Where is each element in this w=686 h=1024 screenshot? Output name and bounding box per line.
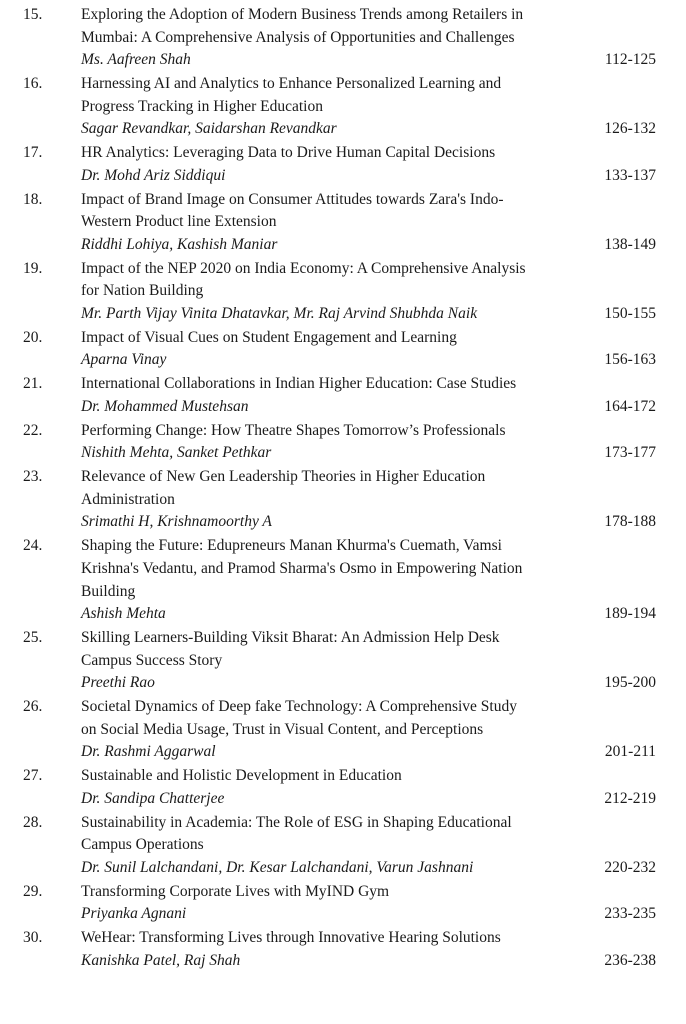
entry-number: 17. — [23, 144, 43, 162]
entry-title-line: Progress Tracking in Higher Education — [81, 97, 323, 115]
toc-entry — [0, 73, 686, 142]
entry-page-range: 150-155 — [604, 304, 656, 322]
entry-number: 23. — [23, 468, 43, 486]
entry-authors: Sagar Revandkar, Saidarshan Revandkar — [81, 120, 337, 138]
entry-body — [81, 927, 581, 972]
entry-title-line: Societal Dynamics of Deep fake Technology: A Comprehensive Study — [81, 698, 517, 716]
entry-page-range: 133-137 — [604, 166, 656, 184]
entry-number: 28. — [23, 813, 43, 831]
entry-body — [81, 327, 581, 372]
entry-page-range: 220-232 — [604, 858, 656, 876]
entry-title-line: Campus Success Story — [81, 651, 223, 669]
toc-entry — [0, 696, 686, 765]
entry-number: 22. — [23, 421, 43, 439]
entry-page-range: 138-149 — [604, 235, 656, 253]
entry-number: 27. — [23, 767, 43, 785]
entry-authors: Dr. Sandipa Chatterjee — [81, 789, 225, 807]
entry-title-line: Krishna's Vedantu, and Pramod Sharma's Osmo in Empowering Nation — [81, 559, 523, 577]
entry-number: 15. — [23, 6, 43, 23]
entry-authors: Nishith Mehta, Sanket Pethkar — [81, 444, 272, 462]
entry-title-line: International Collaborations in Indian Higher Education: Case Studies — [81, 375, 517, 393]
entry-number: 16. — [23, 75, 43, 93]
entry-page-range: 173-177 — [604, 444, 656, 462]
toc-entry — [0, 812, 686, 881]
entry-number: 21. — [23, 375, 43, 393]
entry-title-line: Administration — [81, 490, 175, 508]
entry-body — [81, 373, 581, 418]
entry-title-line: Transforming Corporate Lives with MyIND Gym — [81, 882, 390, 900]
entry-page-range: 189-194 — [604, 605, 656, 623]
entry-body — [81, 696, 581, 764]
entry-spacer — [0, 972, 686, 973]
entry-number: 29. — [23, 882, 43, 900]
entry-number: 25. — [23, 629, 43, 646]
entry-title-line: for Nation Building — [81, 282, 204, 300]
toc-entry — [0, 535, 686, 627]
table-of-contents — [0, 4, 686, 974]
entry-authors: Dr. Rashmi Aggarwal — [81, 743, 216, 761]
entry-authors: Srimathi H, Krishnamoorthy A — [81, 513, 272, 531]
entry-body — [81, 627, 581, 695]
entry-body — [81, 535, 581, 625]
entry-page-range: 156-163 — [604, 351, 656, 369]
entry-number: 24. — [23, 537, 43, 555]
entry-page-range: 164-172 — [604, 397, 656, 415]
toc-entry — [0, 142, 686, 188]
entry-title-line: Mumbai: A Comprehensive Analysis of Opportunities and Challenges — [81, 28, 515, 46]
entry-body — [81, 765, 581, 810]
entry-page-range: 112-125 — [604, 51, 656, 69]
entry-title-line: Building — [81, 582, 136, 600]
toc-entry — [0, 927, 686, 973]
entry-body — [81, 142, 581, 187]
entry-body — [81, 189, 581, 257]
entry-title-line: Shaping the Future: Edupreneurs Manan Khurma's Cuemath, Vamsi — [81, 537, 502, 555]
entry-body — [81, 881, 581, 926]
entry-number: 18. — [23, 190, 43, 208]
entry-authors: Dr. Sunil Lalchandani, Dr. Kesar Lalchandani, Varun Jashnani — [81, 858, 474, 876]
entry-body — [81, 73, 581, 141]
entry-authors: Riddhi Lohiya, Kashish Maniar — [81, 235, 278, 253]
entry-body — [81, 420, 581, 465]
toc-entry — [0, 765, 686, 811]
entry-authors: Dr. Mohd Ariz Siddiqui — [81, 166, 226, 184]
toc-entry — [0, 327, 686, 373]
entry-authors: Aparna Vinay — [81, 351, 167, 369]
entry-title-line: Western Product line Extension — [81, 213, 277, 231]
entry-authors: Priyanka Agnani — [81, 905, 187, 923]
entry-authors: Ms. Aafreen Shah — [81, 51, 191, 69]
entry-page-range: 201-211 — [604, 743, 656, 761]
toc-entry — [0, 420, 686, 466]
entry-page-range: 236-238 — [604, 951, 656, 969]
entry-title-line: Relevance of New Gen Leadership Theories in Higher Education — [81, 468, 486, 486]
entry-body — [81, 466, 581, 534]
entry-title-line: Harnessing AI and Analytics to Enhance Personalized Learning and — [81, 75, 502, 93]
entry-authors: Preethi Rao — [81, 674, 155, 692]
entry-authors: Dr. Mohammed Mustehsan — [81, 397, 249, 415]
entry-page-range: 178-188 — [604, 513, 656, 531]
toc-entry — [0, 373, 686, 419]
entry-authors: Kanishka Patel, Raj Shah — [81, 951, 241, 969]
entry-title-line: Skilling Learners-Building Viksit Bharat: An Admission Help Desk — [81, 629, 500, 646]
entry-page-range: 212-219 — [604, 789, 656, 807]
entry-title-line: HR Analytics: Leveraging Data to Drive Human Capital Decisions — [81, 144, 496, 162]
entry-title-line: Impact of the NEP 2020 on India Economy: A Comprehensive Analysis — [81, 259, 526, 277]
entry-page-range: 126-132 — [604, 120, 656, 138]
entry-page-range: 233-235 — [604, 905, 656, 923]
entry-title-line: Sustainability in Academia: The Role of ESG in Shaping Educational — [81, 813, 512, 831]
entry-body — [81, 4, 581, 72]
toc-entry — [0, 627, 686, 696]
entry-number: 30. — [23, 929, 43, 947]
entry-title-line: Impact of Brand Image on Consumer Attitudes towards Zara's Indo- — [81, 190, 504, 208]
entry-title-line: Impact of Visual Cues on Student Engagement and Learning — [81, 328, 457, 346]
toc-entry — [0, 189, 686, 258]
toc-entry — [0, 258, 686, 327]
entry-title-line: Campus Operations — [81, 836, 204, 854]
entry-number: 19. — [23, 259, 43, 277]
entry-title-line: Sustainable and Holistic Development in Education — [81, 767, 402, 785]
toc-entry — [0, 881, 686, 927]
entry-authors: Mr. Parth Vijay Vinita Dhatavkar, Mr. Raj Arvind Shubhda Naik — [81, 304, 478, 322]
entry-title-line: Performing Change: How Theatre Shapes Tomorrow’s Professionals — [81, 421, 506, 439]
toc-entry — [0, 4, 686, 73]
toc-entry — [0, 466, 686, 535]
entry-title-line: Exploring the Adoption of Modern Business Trends among Retailers in — [81, 6, 524, 23]
entry-page-range: 195-200 — [604, 674, 656, 692]
entry-title-line: WeHear: Transforming Lives through Innovative Hearing Solutions — [81, 929, 501, 947]
entry-number: 26. — [23, 698, 43, 716]
entry-body — [81, 258, 581, 326]
entry-authors: Ashish Mehta — [81, 605, 166, 623]
entry-body — [81, 812, 581, 880]
entry-title-line: on Social Media Usage, Trust in Visual Content, and Perceptions — [81, 720, 484, 738]
entry-number: 20. — [23, 328, 43, 346]
